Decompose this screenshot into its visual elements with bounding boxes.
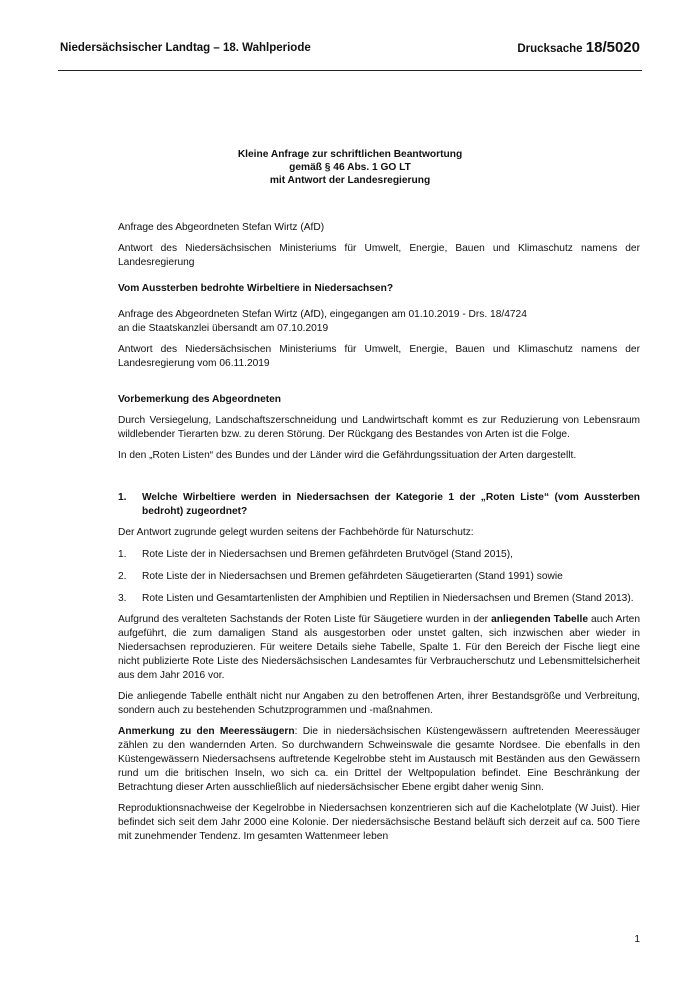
- page-header: [60, 39, 640, 64]
- received-line-1: Anfrage des Abgeordneten Stefan Wirtz (AfD), eingegangen am 01.10.2019 - Drs. 18/4724: [118, 309, 527, 320]
- answer-intro: Der Antwort zugrunde gelegt wurden seitens der Fachbehörde für Naturschutz:: [118, 527, 474, 538]
- marine-mammals-heading: Anmerkung zu den Meeressäugern: [118, 726, 295, 737]
- inquiry-received: [118, 308, 640, 336]
- document-title: [0, 148, 700, 187]
- list-number: 1.: [118, 549, 127, 560]
- inquiry-subject: Vom Aussterben bedrohte Wirbeltiere in Niedersachsen?: [118, 283, 394, 294]
- table-reference: anliegenden Tabelle: [491, 614, 588, 625]
- page-number: 1: [634, 934, 640, 945]
- answer-date: Antwort des Niedersächsischen Ministeriums für Umwelt, Energie, Bauen und Klimaschutz namens der Landesregierung vom 06.11.2019: [118, 344, 640, 369]
- answer-by: Antwort des Niedersächsischen Ministeriums für Umwelt, Energie, Bauen und Klimaschutz namens der Landesregierung: [118, 243, 640, 268]
- preliminary-p2: In den „Roten Listen“ des Bundes und der Länder wird die Gefährdungssituation der Arten dargestellt.: [118, 450, 577, 461]
- answer-paragraph-3: [118, 725, 640, 795]
- document-body: [118, 221, 640, 844]
- list-item: [118, 548, 640, 562]
- text-run: Aufgrund des veralteten Sachstands der Roten Liste für Säugetiere wurden in der: [118, 614, 492, 625]
- question-1: [118, 491, 640, 519]
- list-number: 3.: [118, 593, 127, 604]
- inquiry-by: Anfrage des Abgeordneten Stefan Wirtz (AfD): [118, 222, 325, 233]
- list-text: Rote Liste der in Niedersachsen und Bremen gefährdeten Säugetierarten (Stand 1991) sowie: [142, 571, 563, 582]
- question-number: 1.: [118, 492, 127, 503]
- answer-paragraph-1: [118, 613, 640, 683]
- preliminary-p1: Durch Versiegelung, Landschaftszerschneidung und Landwirtschaft kommt es zur Reduzierung von Lebensraum wildlebender Tierarten bzw. zu deren Störung. Der Rückgang des Bestandes von Arten ist die Folge.: [118, 415, 640, 440]
- list-text: Rote Liste der in Niedersachsen und Bremen gefährdeten Brutvögel (Stand 2015),: [142, 549, 513, 560]
- list-text: Rote Listen und Gesamtartenlisten der Amphibien und Reptilien in Niedersachsen und Bremen (Stand 2013).: [142, 593, 634, 604]
- title-line-2: gemäß § 46 Abs. 1 GO LT: [289, 162, 411, 173]
- answer-paragraph-4: Reproduktionsnachweise der Kegelrobbe in Niedersachsen konzentrieren sich auf die Kachelotplate (W Juist). Hier befindet sich seit dem Jahr 2000 eine Kolonie. Der niedersächsische Bestand beläuft sich derzeit auf ca. 500 Tiere mit zunehmender Tendenz. Im gesamten Wattenmeer leben: [118, 803, 640, 842]
- header-document-number: [517, 39, 640, 56]
- received-line-2: an die Staatskanzlei übersandt am 07.10.2019: [118, 323, 329, 334]
- header-prefix: Drucksache: [517, 43, 583, 55]
- text-run: : Die in niedersächsischen Küstengewässern auftretenden Meeressäuger zählen zu den wandernden Arten. So durchwandern Schweinswale die gesamte Nordsee. Die ebenfalls in den Küstengewässern Niedersachsens auftretende Kegelrobbe steht im Austausch mit Beständen aus den Gewässern rund um die britischen Inseln, wo sich ca. ein Drittel der Weltpopulation befindet. Eine Beschränkung der Betrachtung dieser Arten ausschließlich auf niedersächsischer Ebene ergibt daher wenig Sinn.: [118, 726, 640, 793]
- title-line-1: Kleine Anfrage zur schriftlichen Beantwortung: [237, 149, 463, 160]
- title-line-3: mit Antwort der Landesregierung: [269, 175, 431, 186]
- header-rule: [58, 70, 642, 71]
- list-item: [118, 570, 640, 584]
- header-number: 18/5020: [585, 39, 640, 56]
- preliminary-heading: Vorbemerkung des Abgeordneten: [118, 394, 282, 405]
- text-run: auch Arten aufgeführt, die zum damaligen Stand als ausgestorben oder unstet galten, sich inzwischen aber wieder in Niedersachsen reproduzieren. Für weitere Details siehe Tabelle, Spalte 1. Für den Bereich der Fische liegt eine nicht publizierte Rote Liste des Niedersächsischen Landesamtes für Verbraucherschutz und Lebensmittelsicherheit aus dem Jahr 2016 vor.: [118, 614, 640, 681]
- answer-paragraph-2: Die anliegende Tabelle enthält nicht nur Angaben zu den betroffenen Arten, ihrer Bestandsgröße und Verbreitung, sondern auch zu bestehenden Schutzprogrammen und -maßnahmen.: [118, 691, 640, 716]
- question-text: Welche Wirbeltiere werden in Niedersachsen der Kategorie 1 der „Roten Liste“ (vom Aussterben bedroht) zugeordnet?: [142, 492, 640, 517]
- list-item: [118, 592, 640, 606]
- header-parliament: Niedersächsischer Landtag – 18. Wahlperiode: [60, 42, 311, 54]
- list-number: 2.: [118, 571, 127, 582]
